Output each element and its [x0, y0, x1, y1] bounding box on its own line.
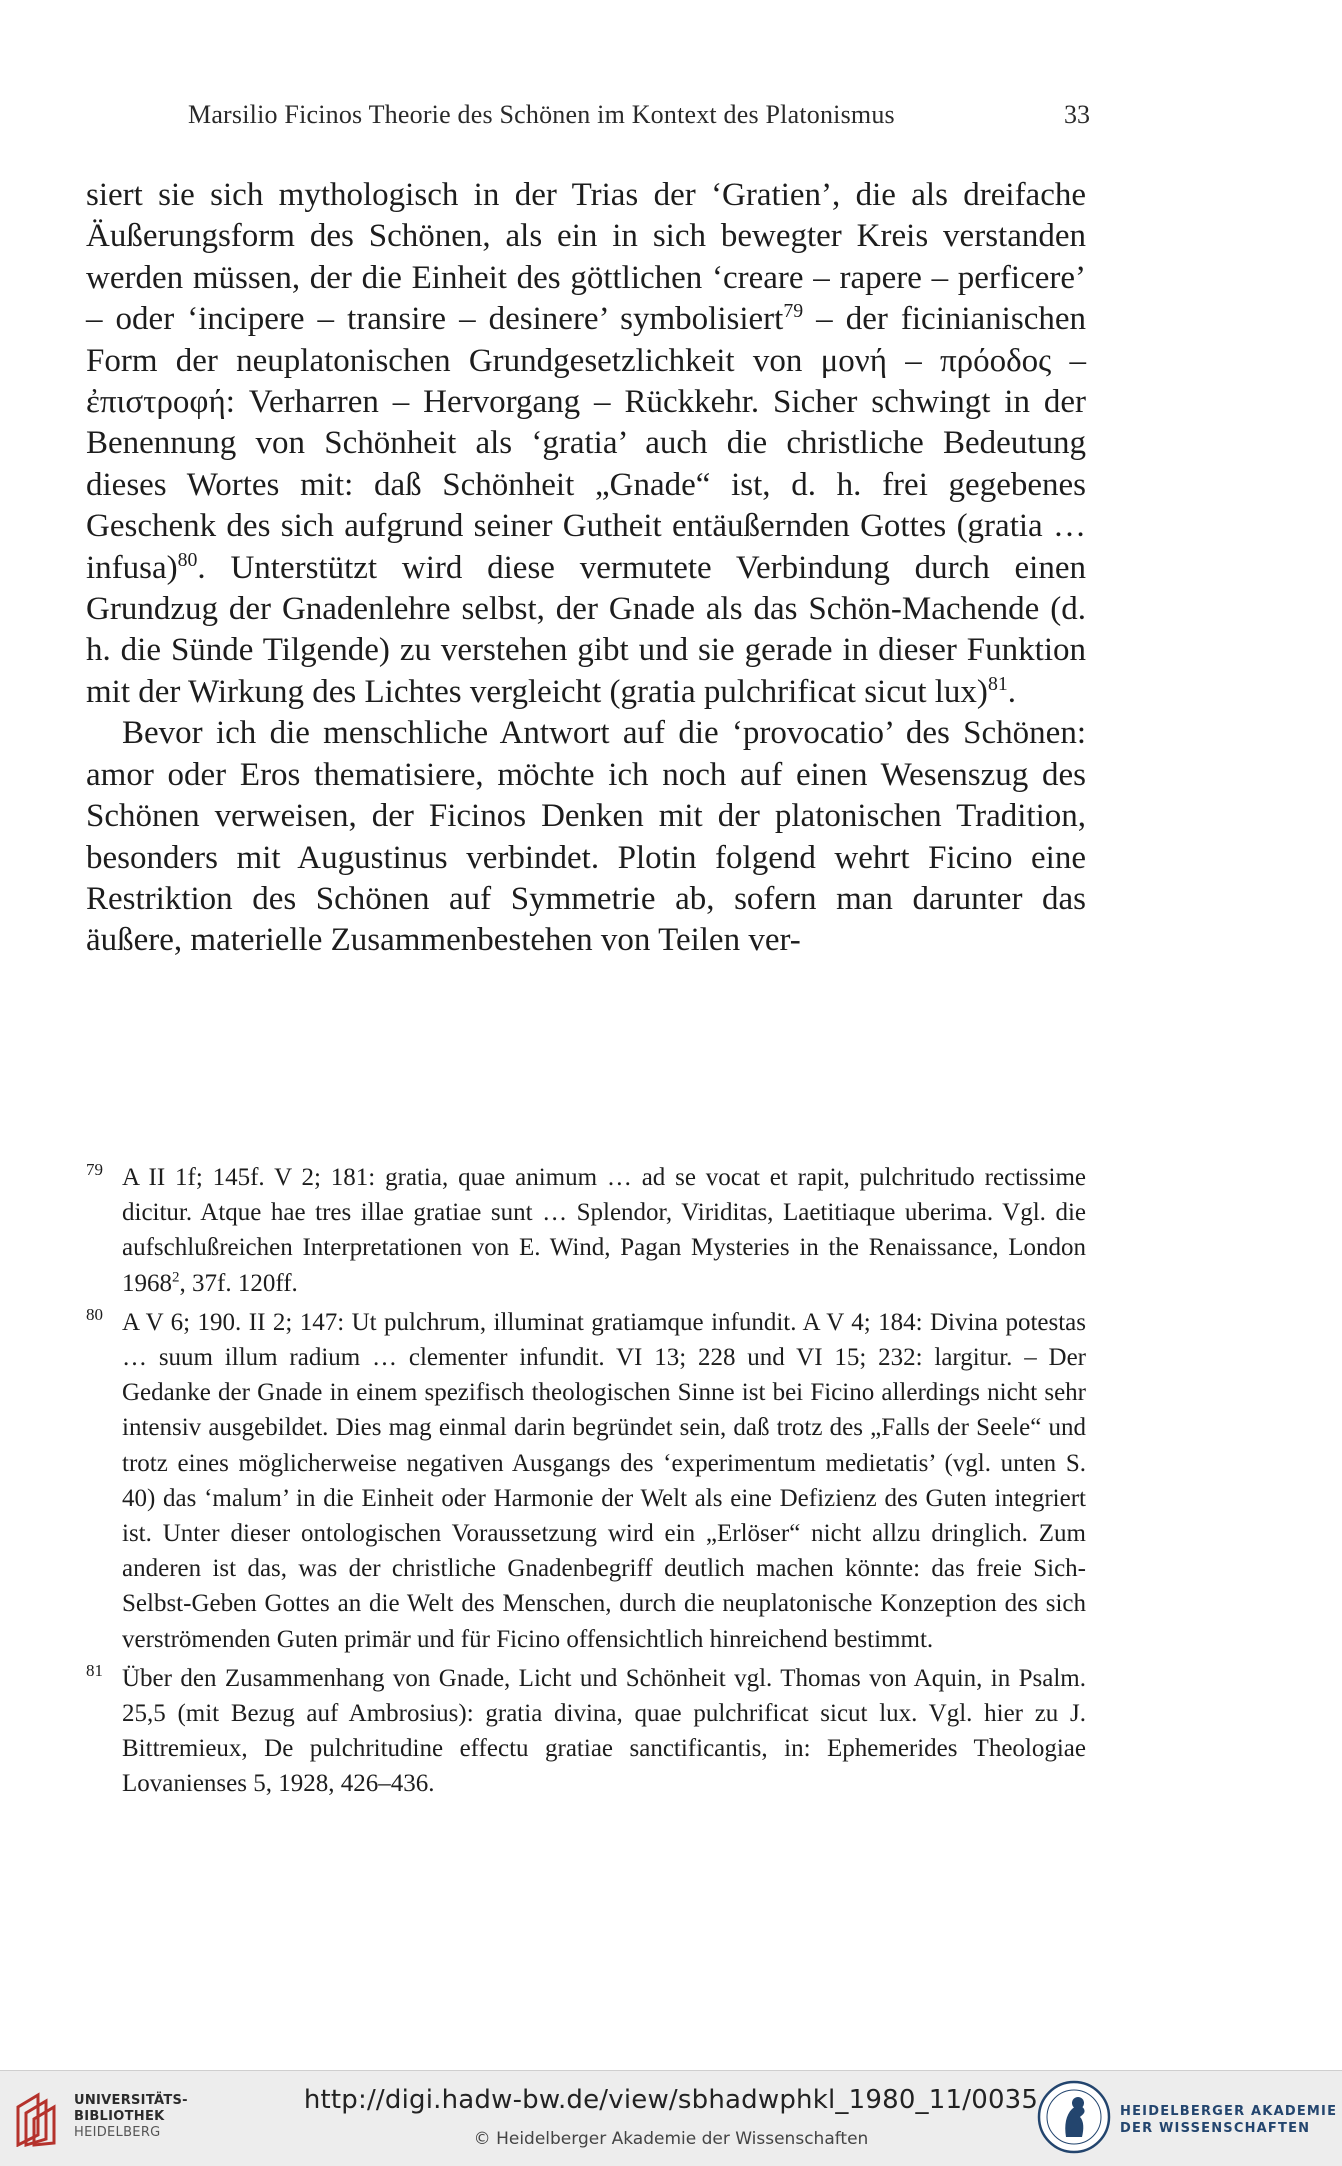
viewer-footer	[0, 2070, 1342, 2166]
paragraph-1-part-a: siert sie sich mythologisch in der Trias der ‘Gratien’, die als dreifache Äußerungsform des Schönen, als ein in sich bewegter Kreis verstanden werden müssen, der die Einheit des göttlichen ‘creare – rapere – perficere’ – oder ‘incipere – transire – desinere’ symbolisiert	[86, 177, 1086, 338]
library-name-line: HEIDELBERG	[74, 2125, 161, 2140]
academy-name-line: HEIDELBERGER AKADEMIE	[1120, 2104, 1338, 2119]
footnote-80	[86, 1305, 1086, 1657]
footnote-81	[86, 1661, 1086, 1802]
footnote-text-end: , 37f. 120ff.	[179, 1269, 298, 1297]
footnote-ref-79[interactable]: 79	[783, 300, 804, 323]
paragraph-1-part-d: .	[1007, 673, 1016, 710]
permalink-url[interactable]: http://digi.hadw-bw.de/view/sbhadwphkl_1980_11/0035	[303, 2085, 1039, 2115]
academy-seal-icon[interactable]	[1036, 2079, 1112, 2155]
academy-name-line: DER WISSENSCHAFTEN	[1120, 2121, 1311, 2136]
footnotes	[86, 1160, 1086, 1806]
library-name-line: BIBLIOTHEK	[74, 2109, 165, 2124]
page-number: 33	[1064, 100, 1090, 129]
running-head: Marsilio Ficinos Theorie des Schönen im Kontext des Platonismus	[188, 100, 895, 129]
footnote-number: 79	[86, 1160, 103, 1179]
paragraph-1-part-c: . Unterstützt wird diese vermutete Verbindung durch einen Grundzug der Gnadenlehre selbst, der Gnade als das Schön-Machende (d. h. die Sünde Tilgende) zu verstehen gibt und sie gerade in dieser Funktion mit der Wirkung des Lichtes vergleicht (gratia pulchrificat sicut lux)	[86, 549, 1086, 710]
main-text	[86, 175, 1086, 962]
paragraph-2: Bevor ich die menschliche Antwort auf die ‘provocatio’ des Schönen: amor oder Eros thematisiere, möchte ich noch auf einen Wesenszug des Schönen verweisen, der Ficinos Denken mit der platonischen Tradition, besonders mit Augustinus verbindet. Plotin folgend wehrt Ficino eine Restriktion des Schönen auf Symmetrie ab, sofern man darunter das äußere, materielle Zusammenbestehen von Teilen ver-	[86, 715, 1086, 959]
footnote-number: 81	[86, 1660, 103, 1680]
footnote-text: Über den Zusammenhang von Gnade, Licht und Schönheit vgl. Thomas von Aquin, in Psalm. 25,5 (mit Bezug auf Ambrosius): gratia divina, quae pulchrificat sicut lux. Vgl. hier zu J. Bittremieux, De pulchritudine effectu gratiae sanctificantis, in: Ephemerides Theologiae Lovanienses 5, 1928, 426–436.	[122, 1664, 1086, 1798]
footnote-text: A V 6; 190. II 2; 147: Ut pulchrum, illuminat gratiamque infundit. A V 4; 184: Divina potestas … suum illum radium … clementer infundit. VI 13; 228 und VI 15; 232: largitur. – Der Gedanke der Gnade in einem spezifisch theologischen Sinne ist bei Ficino allerdings nicht sehr intensiv ausgebildet. Dies mag einmal darin begründet sein, daß trotz des „Falls der Seele“ und trotz eines möglicherweise negativen Ausgangs des ‘experimentum medietatis’ (vgl. unten S. 40) das ‘malum’ in die Einheit oder Harmonie der Welt als eine Defizienz des Guten integriert ist. Unter dieser ontologischen Voraussetzung wird ein „Erlöser“ nicht allzu dringlich. Zum anderen ist das, was der christliche Gnadenbegriff deutlich machen könnte: das freie Sich-Selbst-Geben Gottes an die Welt des Menschen, durch die neuplatonische Konzeption des sich verströmenden Guten primär und für Ficino offensichtlich hinreichend bestimmt.	[122, 1308, 1086, 1653]
edition-superscript: 2	[172, 1269, 180, 1286]
footnote-number: 80	[86, 1304, 103, 1324]
academy-name[interactable]	[1120, 2103, 1337, 2137]
footnote-79	[86, 1160, 1086, 1301]
paragraph-1-part-b: – der ficinianischen Form der neuplatonischen Grundgesetzlichkeit von μονή – πρόοδος – ἐπιστροφή: Verharren – Hervorgang – Rückkehr. Sicher schwingt in der Benennung von Schönheit als ‘gratia’ auch die christliche Bedeutung dieses Wortes mit: daß Schönheit „Gnade“ ist, d. h. frei gegebenes Geschenk des sich aufgrund seiner Gutheit entäußernden Gottes (gratia … infusa)	[86, 301, 1086, 586]
paragraph-1	[86, 175, 1086, 713]
footnote-ref-80[interactable]: 80	[177, 548, 198, 571]
library-name-line: UNIVERSITÄTS-	[74, 2093, 188, 2108]
copyright-notice: © Heidelberger Akademie der Wissenschaften	[473, 2129, 869, 2149]
footnote-ref-81[interactable]: 81	[987, 672, 1008, 695]
footnote-text: A II 1f; 145f. V 2; 181: gratia, quae animum … ad se vocat et rapit, pulchritudo rectissime dicitur. Atque hae tres illae gratiae sunt … Splendor, Viriditas, Laetitiaque uberima. Vgl. die aufschlußreichen Interpretationen von E. Wind, Pagan Mysteries in the Renaissance, London 1968	[122, 1164, 1086, 1297]
